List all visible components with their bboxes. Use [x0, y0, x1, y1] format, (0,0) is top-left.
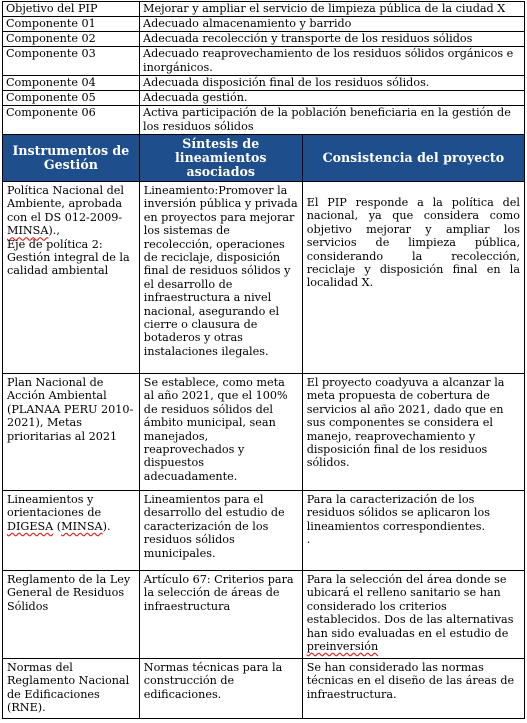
synthesis-cell: Lineamiento:Promover la inversión pública y privada en proyectos para mejorar los sistemas de recolección, operaciones de reciclaje, disposición final de residuos sólidos y el desarrollo de infraestructura a nivel nacional, asegurando el cierre o clausura de botaderos y otras instalaciones ilegales. — [139, 182, 302, 374]
table-row — [3, 17, 525, 32]
table-row — [3, 659, 525, 719]
synthesis-cell: Normas técnicas para la construcción de edificaciones. — [139, 659, 302, 719]
table-row — [3, 2, 525, 17]
instrument-text: ( — [53, 519, 62, 533]
row-value: Adecuado almacenamiento y barrido — [140, 17, 525, 32]
table-row — [3, 491, 525, 571]
consistency-cell: Se han considerado las normas técnicas en el diseño de las áreas de infraestructura. — [302, 659, 524, 719]
row-label: Componente 01 — [3, 17, 140, 32]
instrument-text: ). — [102, 519, 111, 533]
instrument-text-underlined: MINSA — [7, 224, 49, 238]
synthesis-cell: Se establece, como meta al año 2021, que el 100% de residuos sólidos del ámbito municipal, sean manejados, reaprovechados y dispuestos adecuadamente. — [139, 374, 302, 491]
row-label: Objetivo del PIP — [3, 2, 140, 17]
row-label: Componente 03 — [3, 47, 140, 76]
table-row — [3, 571, 525, 659]
consistency-cell — [302, 571, 524, 659]
row-value: Adecuada recolección y transporte de los residuos sólidos — [140, 32, 525, 47]
table-row — [3, 32, 525, 47]
row-label: Componente 05 — [3, 91, 140, 106]
instrument-cell: Normas del Reglamento Nacional de Edificaciones (RNE). — [3, 659, 140, 719]
consistency-cell — [302, 491, 524, 571]
instrument-text: )., — [48, 224, 60, 238]
policy-axis-text: Eje de política 2: Gestión integral de la calidad ambiental — [7, 237, 130, 278]
instrument-cell — [3, 491, 140, 571]
instrument-cell — [3, 182, 140, 374]
document-page — [2, 1, 525, 719]
consistency-text: Para la caracterización de los residuos sólidos se aplicaron los lineamientos correspondientes. — [306, 493, 490, 533]
consistency-text-underlined: preinversión — [306, 640, 379, 654]
row-value: Mejorar y ampliar el servicio de limpieza pública de la ciudad X — [140, 2, 525, 17]
synthesis-cell: Artículo 67: Criterios para la selección de áreas de infraestructura — [139, 571, 302, 659]
row-value: Adecuada gestión. — [140, 91, 525, 106]
consistency-text: Para la selección del área donde se ubicará el relleno sanitario se han considerado los criterios establecidos. Dos de las alternativas han sido evaluadas en el estudio de — [306, 573, 514, 640]
instrument-cell: Reglamento de la Ley General de Residuos Sólidos — [3, 571, 140, 659]
table-row — [3, 374, 525, 491]
consistency-cell: El proyecto coadyuva a alcanzar la meta propuesta de cobertura de servicios al año 2021, dado que en sus componentes se considera el manejo, reaprovechamiento y disposición final de los residuos sólidos. — [302, 374, 524, 491]
table-row — [3, 182, 525, 374]
table-row — [3, 47, 525, 76]
row-label: Componente 02 — [3, 32, 140, 47]
project-summary-table — [2, 1, 525, 135]
instrument-text-underlined: DIGESA — [7, 519, 54, 533]
instrument-cell: Plan Nacional de Acción Ambiental (PLANAA PERU 2010-2021), Metas prioritarias al 2021 — [3, 374, 140, 491]
synthesis-cell: Lineamientos para el desarrollo del estudio de caracterización de los residuos sólidos municipales. — [139, 491, 302, 571]
table-header-row — [3, 135, 525, 182]
column-header: Instrumentos de Gestión — [3, 135, 140, 182]
table-row — [3, 106, 525, 135]
row-value: Adecuado reaprovechamiento de los residuos sólidos orgánicos e inorgánicos. — [140, 47, 525, 76]
management-instruments-table — [2, 134, 525, 719]
instrument-text: Política Nacional del Ambiente, aprobada con el DS 012-2009- — [7, 184, 124, 224]
row-value: Activa participación de la población beneficiaria en la gestión de los residuos sólidos — [140, 106, 525, 135]
table-row — [3, 76, 525, 91]
row-label: Componente 06 — [3, 106, 140, 135]
instrument-text-underlined: MINSA — [61, 519, 103, 533]
row-label: Componente 04 — [3, 76, 140, 91]
consistency-extra: . — [306, 533, 311, 547]
table-row — [3, 91, 525, 106]
column-header: Síntesis de lineamientos asociados — [139, 135, 302, 182]
consistency-cell: El PIP responde a la política del nacional, ya que considera como objetivo mejorar y ampliar los servicios de limpieza pública, considerando la recolección, reciclaje y disposición final en la localidad X. — [302, 182, 524, 374]
instrument-text: Lineamientos y orientaciones de — [7, 493, 102, 520]
row-value: Adecuada disposición final de los residuos sólidos. — [140, 76, 525, 91]
column-header: Consistencia del proyecto — [302, 135, 524, 182]
